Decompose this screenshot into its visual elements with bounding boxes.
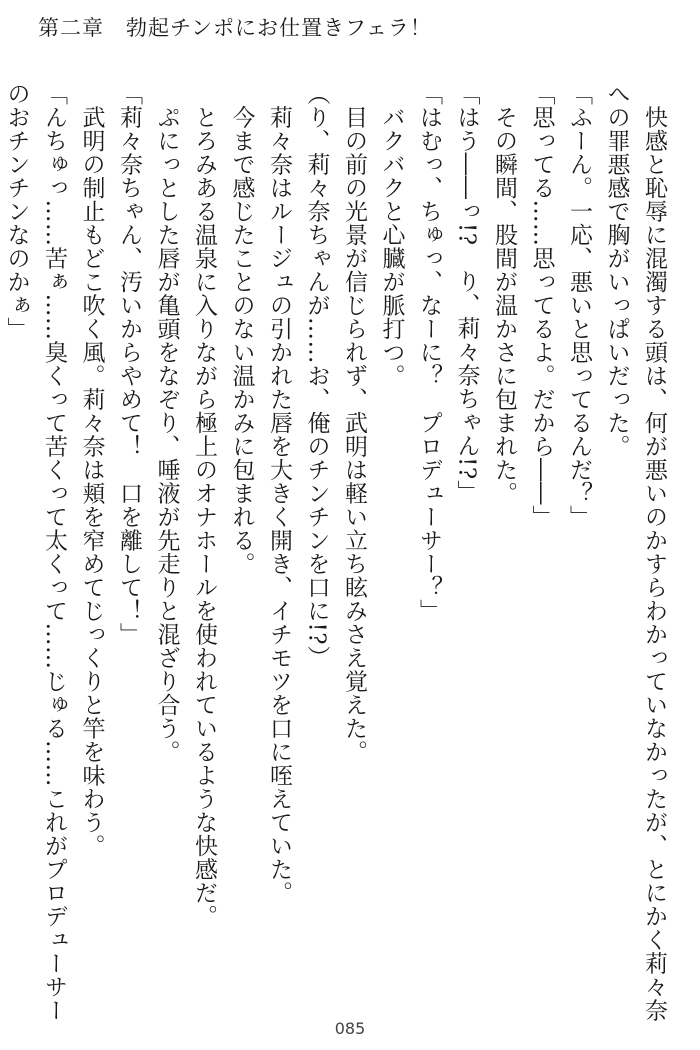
- vertical-body-text: [3, 82, 672, 1022]
- page-number: 085: [334, 1019, 366, 1038]
- text-line: 「莉々奈ちゃん、汚いからやめて！ 口を離して！」: [116, 82, 142, 646]
- text-line: 「ふーん。一応、悪いと思ってるんだ？」: [566, 82, 592, 529]
- text-line: への罪悪感で胸がいっぱいだった。: [603, 82, 630, 458]
- text-line: とろみある温泉に入りながら極上のオナホールを使われているような快感だ。: [191, 82, 217, 928]
- text-line: バクバクと心臓が脈打つ。: [378, 82, 405, 388]
- text-line: のおチンチンなのかぁ」: [3, 82, 30, 341]
- text-line: 莉々奈はルージュの引かれた唇を大きく開き、イチモツを口に咥えていた。: [266, 82, 292, 905]
- text-line: 「んちゅっ……苦ぁ……臭くって苦くって太くって……じゅる……これがプロデューサー: [41, 82, 67, 1022]
- text-line: 目の前の光景が信じられず、武明は軽い立ち眩みさえ覚えた。: [341, 82, 367, 764]
- text-line: （り、莉々奈ちゃんが……お、俺のチンチンを口に!?）: [303, 82, 330, 669]
- text-line: 「思ってる……思ってるよ。だから――」: [528, 82, 555, 529]
- text-line: 快感と恥辱に混濁する頭は、何が悪いのかすらわかっていなかったが、とにかく莉々奈: [641, 82, 667, 1022]
- text-line: 「はう――っ!? り、莉々奈ちゃん!?」: [453, 82, 480, 504]
- text-line: ぷにっとした唇が亀頭をなぞり、唾液が先走りと混ざり合う。: [153, 82, 180, 764]
- text-line: 今まで感じたことのない温かみに包まれる。: [228, 82, 255, 576]
- text-line: 武明の制止もどこ吹く風。莉々奈は頬を窄めてじっくりと竿を味わう。: [78, 82, 105, 858]
- text-line: その瞬間、股間が温かさに包まれた。: [491, 82, 517, 505]
- text-line: 「はむっ、ちゅっ、なーに？ プロデューサー？」: [416, 82, 442, 623]
- running-head-chapter-title: 第二章 勃起チンポにお仕置きフェラ！: [38, 16, 432, 40]
